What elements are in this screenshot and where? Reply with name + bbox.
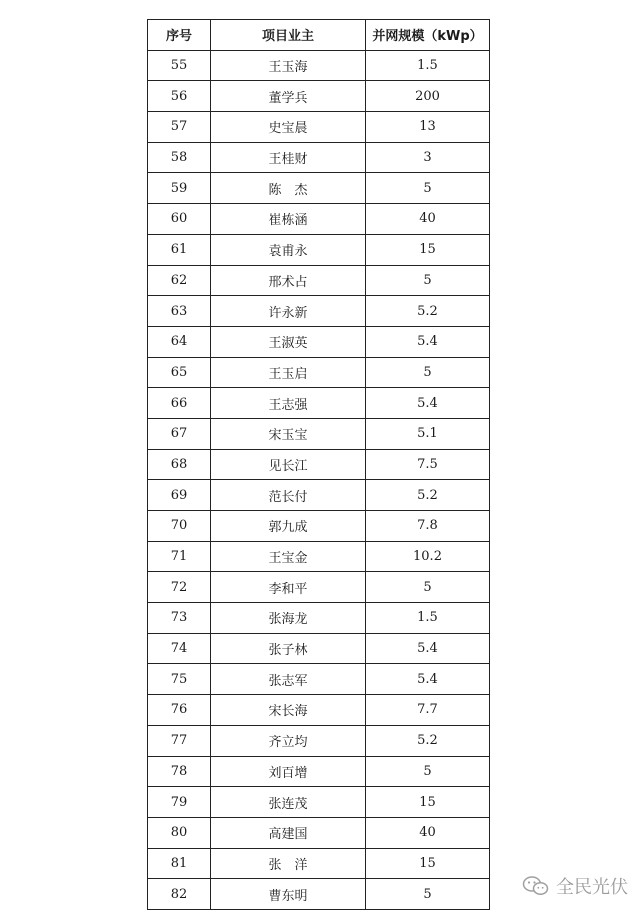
cell-index: 59 (148, 173, 211, 204)
cell-capacity: 5 (366, 879, 490, 910)
cell-owner: 郭九成 (211, 511, 366, 542)
table-row (148, 664, 490, 695)
cell-owner: 袁甫永 (211, 234, 366, 265)
cell-index: 73 (148, 603, 211, 634)
header-index: 序号 (148, 20, 211, 51)
cell-owner: 王桂财 (211, 142, 366, 173)
cell-capacity: 40 (366, 817, 490, 848)
cell-owner: 许永新 (211, 296, 366, 327)
header-capacity: 并网规模（kWp） (366, 20, 490, 51)
cell-capacity: 5 (366, 173, 490, 204)
table-row (148, 418, 490, 449)
cell-capacity: 15 (366, 848, 490, 879)
table-row (148, 234, 490, 265)
cell-capacity: 5.4 (366, 326, 490, 357)
cell-capacity: 5.2 (366, 725, 490, 756)
watermark-text: 全民光伏 (556, 877, 628, 898)
table-row (148, 879, 490, 910)
cell-index: 67 (148, 418, 211, 449)
cell-capacity: 13 (366, 112, 490, 143)
table-row (148, 541, 490, 572)
table-row (148, 756, 490, 787)
cell-capacity: 7.8 (366, 511, 490, 542)
cell-capacity: 5.1 (366, 418, 490, 449)
cell-index: 81 (148, 848, 211, 879)
cell-index: 80 (148, 817, 211, 848)
cell-capacity: 5.4 (366, 664, 490, 695)
cell-index: 70 (148, 511, 211, 542)
cell-owner: 王宝金 (211, 541, 366, 572)
cell-capacity: 5.2 (366, 296, 490, 327)
cell-capacity: 5.4 (366, 633, 490, 664)
table-row (148, 81, 490, 112)
cell-capacity: 1.5 (366, 50, 490, 81)
cell-owner: 张连茂 (211, 787, 366, 818)
cell-owner: 张海龙 (211, 603, 366, 634)
cell-capacity: 10.2 (366, 541, 490, 572)
cell-index: 58 (148, 142, 211, 173)
capacity-table (147, 19, 490, 910)
table-row (148, 633, 490, 664)
cell-capacity: 200 (366, 81, 490, 112)
table-row (148, 112, 490, 143)
cell-capacity: 5 (366, 756, 490, 787)
cell-owner: 见长江 (211, 449, 366, 480)
cell-capacity: 15 (366, 234, 490, 265)
cell-owner: 张志军 (211, 664, 366, 695)
table-header-row (148, 20, 490, 51)
cell-capacity: 5 (366, 572, 490, 603)
table-row (148, 142, 490, 173)
cell-index: 74 (148, 633, 211, 664)
table-row (148, 265, 490, 296)
table-row (148, 787, 490, 818)
cell-index: 72 (148, 572, 211, 603)
cell-index: 64 (148, 326, 211, 357)
cell-index: 55 (148, 50, 211, 81)
cell-owner: 宋玉宝 (211, 418, 366, 449)
cell-owner: 崔栋涵 (211, 204, 366, 235)
cell-owner: 曹东明 (211, 879, 366, 910)
cell-owner: 宋长海 (211, 695, 366, 726)
table-row (148, 388, 490, 419)
cell-capacity: 5.2 (366, 480, 490, 511)
table-row (148, 449, 490, 480)
cell-owner: 王志强 (211, 388, 366, 419)
cell-owner: 刘百增 (211, 756, 366, 787)
cell-capacity: 7.5 (366, 449, 490, 480)
cell-capacity: 15 (366, 787, 490, 818)
table-row (148, 817, 490, 848)
table-row (148, 204, 490, 235)
cell-owner: 齐立均 (211, 725, 366, 756)
cell-index: 75 (148, 664, 211, 695)
table-row (148, 173, 490, 204)
cell-capacity: 1.5 (366, 603, 490, 634)
cell-capacity: 7.7 (366, 695, 490, 726)
cell-index: 60 (148, 204, 211, 235)
table-row (148, 603, 490, 634)
cell-capacity: 40 (366, 204, 490, 235)
cell-capacity: 5.4 (366, 388, 490, 419)
cell-owner: 王淑英 (211, 326, 366, 357)
cell-index: 76 (148, 695, 211, 726)
table-row (148, 50, 490, 81)
cell-index: 63 (148, 296, 211, 327)
table-row (148, 572, 490, 603)
table-row (148, 695, 490, 726)
table-row (148, 480, 490, 511)
cell-owner: 陈 杰 (211, 173, 366, 204)
table-row (148, 511, 490, 542)
table-row (148, 326, 490, 357)
cell-index: 79 (148, 787, 211, 818)
cell-index: 61 (148, 234, 211, 265)
cell-index: 56 (148, 81, 211, 112)
cell-index: 82 (148, 879, 211, 910)
cell-index: 69 (148, 480, 211, 511)
cell-owner: 董学兵 (211, 81, 366, 112)
cell-owner: 范长付 (211, 480, 366, 511)
cell-owner: 邢术占 (211, 265, 366, 296)
header-owner: 项目业主 (211, 20, 366, 51)
cell-owner: 高建国 (211, 817, 366, 848)
cell-index: 77 (148, 725, 211, 756)
cell-index: 57 (148, 112, 211, 143)
cell-owner: 张子林 (211, 633, 366, 664)
cell-index: 66 (148, 388, 211, 419)
cell-index: 78 (148, 756, 211, 787)
cell-owner: 王玉海 (211, 50, 366, 81)
table-row (148, 357, 490, 388)
cell-owner: 张 洋 (211, 848, 366, 879)
cell-index: 65 (148, 357, 211, 388)
cell-capacity: 5 (366, 265, 490, 296)
cell-index: 62 (148, 265, 211, 296)
cell-owner: 王玉启 (211, 357, 366, 388)
cell-owner: 李和平 (211, 572, 366, 603)
cell-index: 68 (148, 449, 211, 480)
cell-owner: 史宝晨 (211, 112, 366, 143)
cell-index: 71 (148, 541, 211, 572)
cell-capacity: 5 (366, 357, 490, 388)
cell-capacity: 3 (366, 142, 490, 173)
table-row (148, 296, 490, 327)
watermark (522, 873, 628, 899)
table-row (148, 848, 490, 879)
wechat-icon (522, 875, 550, 897)
table-row (148, 725, 490, 756)
table-body (148, 50, 490, 909)
